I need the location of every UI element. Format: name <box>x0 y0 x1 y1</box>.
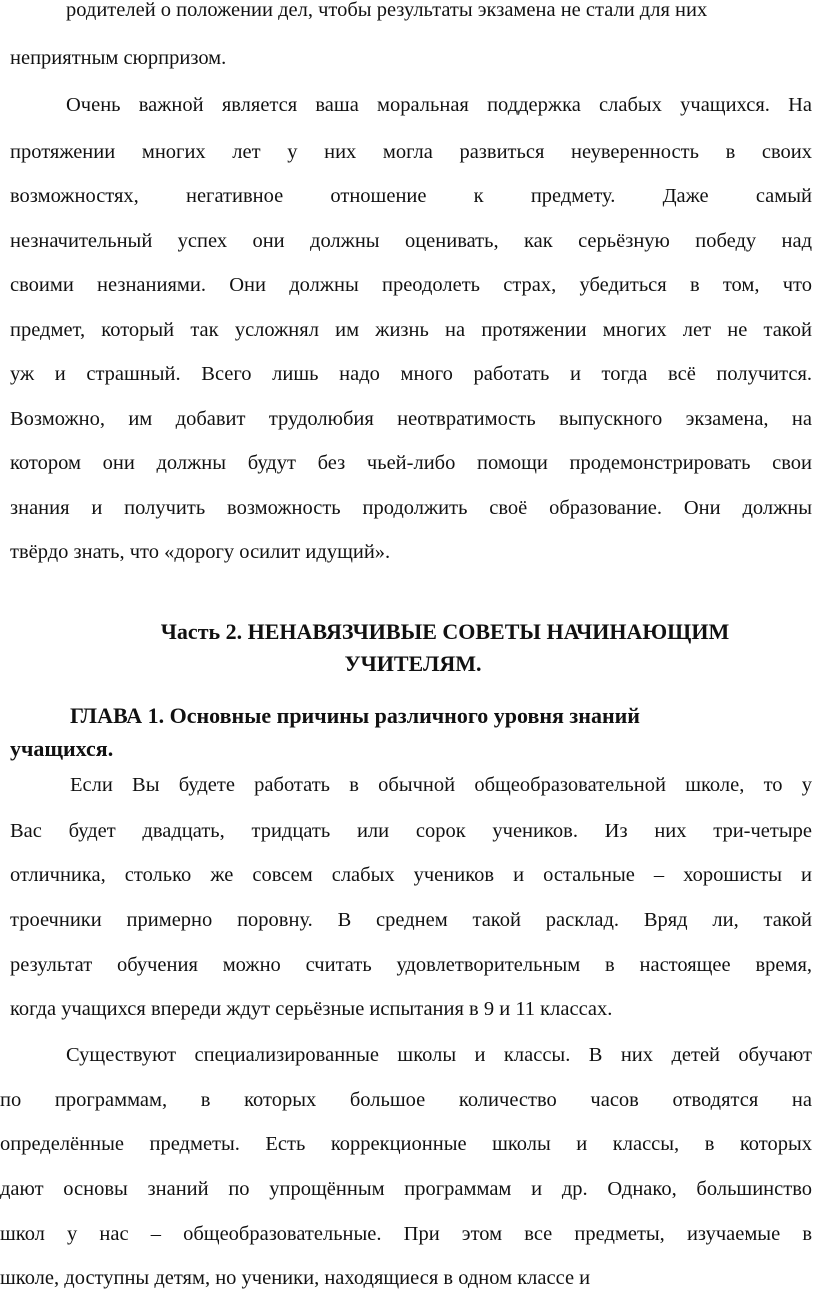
text-line: незначительный успех они должны оценивать, как серьёзную победу над <box>10 230 812 252</box>
text-line: школе, доступны детям, но ученики, находящиеся в одном классе и <box>0 1267 591 1289</box>
text-line: Вас будет двадцать, тридцать или сорок учеников. Из них три-четыре <box>10 820 812 842</box>
text-line: определённые предметы. Есть коррекционные школы и классы, в которых <box>0 1133 812 1155</box>
text-line: Существуют специализированные школы и классы. В них детей обучают <box>66 1044 812 1066</box>
chapter-heading-line: ГЛАВА 1. Основные причины различного уровня знаний <box>70 703 640 728</box>
text-line: знания и получить возможность продолжить своё образование. Они должны <box>10 497 812 519</box>
text-line: возможностях, негативное отношение к предмету. Даже самый <box>10 185 812 207</box>
text-line: протяжении многих лет у них могла развиться неуверенность в своих <box>10 141 812 163</box>
text-line: уж и страшный. Всего лишь надо много работать и тогда всё получится. <box>10 363 812 385</box>
part-heading-line: Часть 2. НЕНАВЯЗЧИВЫЕ СОВЕТЫ НАЧИНАЮЩИМ <box>160 619 730 644</box>
text-line: твёрдо знать, что «дорогу осилит идущий». <box>10 541 391 563</box>
text-line: котором они должны будут без чьей-либо помощи продемонстрировать свои <box>10 452 812 474</box>
text-line: троечники примерно поровну. В среднем такой расклад. Вряд ли, такой <box>10 909 812 931</box>
text-line: по программам, в которых большое количество часов отводятся на <box>0 1089 812 1111</box>
text-line: отличника, столько же совсем слабых учеников и остальные – хорошисты и <box>10 864 812 886</box>
chapter-heading-line: учащихся. <box>10 736 114 761</box>
text-line: когда учащихся впереди ждут серьёзные испытания в 9 и 11 классах. <box>10 998 613 1020</box>
text-line: Очень важной является ваша моральная поддержка слабых учащихся. На <box>66 94 812 116</box>
text-line: предмет, который так усложнял им жизнь на протяжении многих лет не такой <box>10 319 812 341</box>
text-line: Возможно, им добавит трудолюбия неотвратимость выпускного экзамена, на <box>10 408 812 430</box>
text-line: Если Вы будете работать в обычной общеобразовательной школе, то у <box>70 774 812 796</box>
text-line: неприятным сюрпризом. <box>10 47 227 69</box>
text-line: дают основы знаний по упрощённым программам и др. Однако, большинство <box>0 1178 812 1200</box>
text-line: школ у нас – общеобразовательные. При этом все предметы, изучаемые в <box>0 1223 812 1245</box>
text-line: родителей о положении дел, чтобы результаты экзамена не стали для них <box>66 0 708 21</box>
text-line: своими незнаниями. Они должны преодолеть страх, убедиться в том, что <box>10 274 812 296</box>
part-heading-line: УЧИТЕЛЯМ. <box>344 651 482 676</box>
text-line: результат обучения можно считать удовлетворительным в настоящее время, <box>10 954 812 976</box>
